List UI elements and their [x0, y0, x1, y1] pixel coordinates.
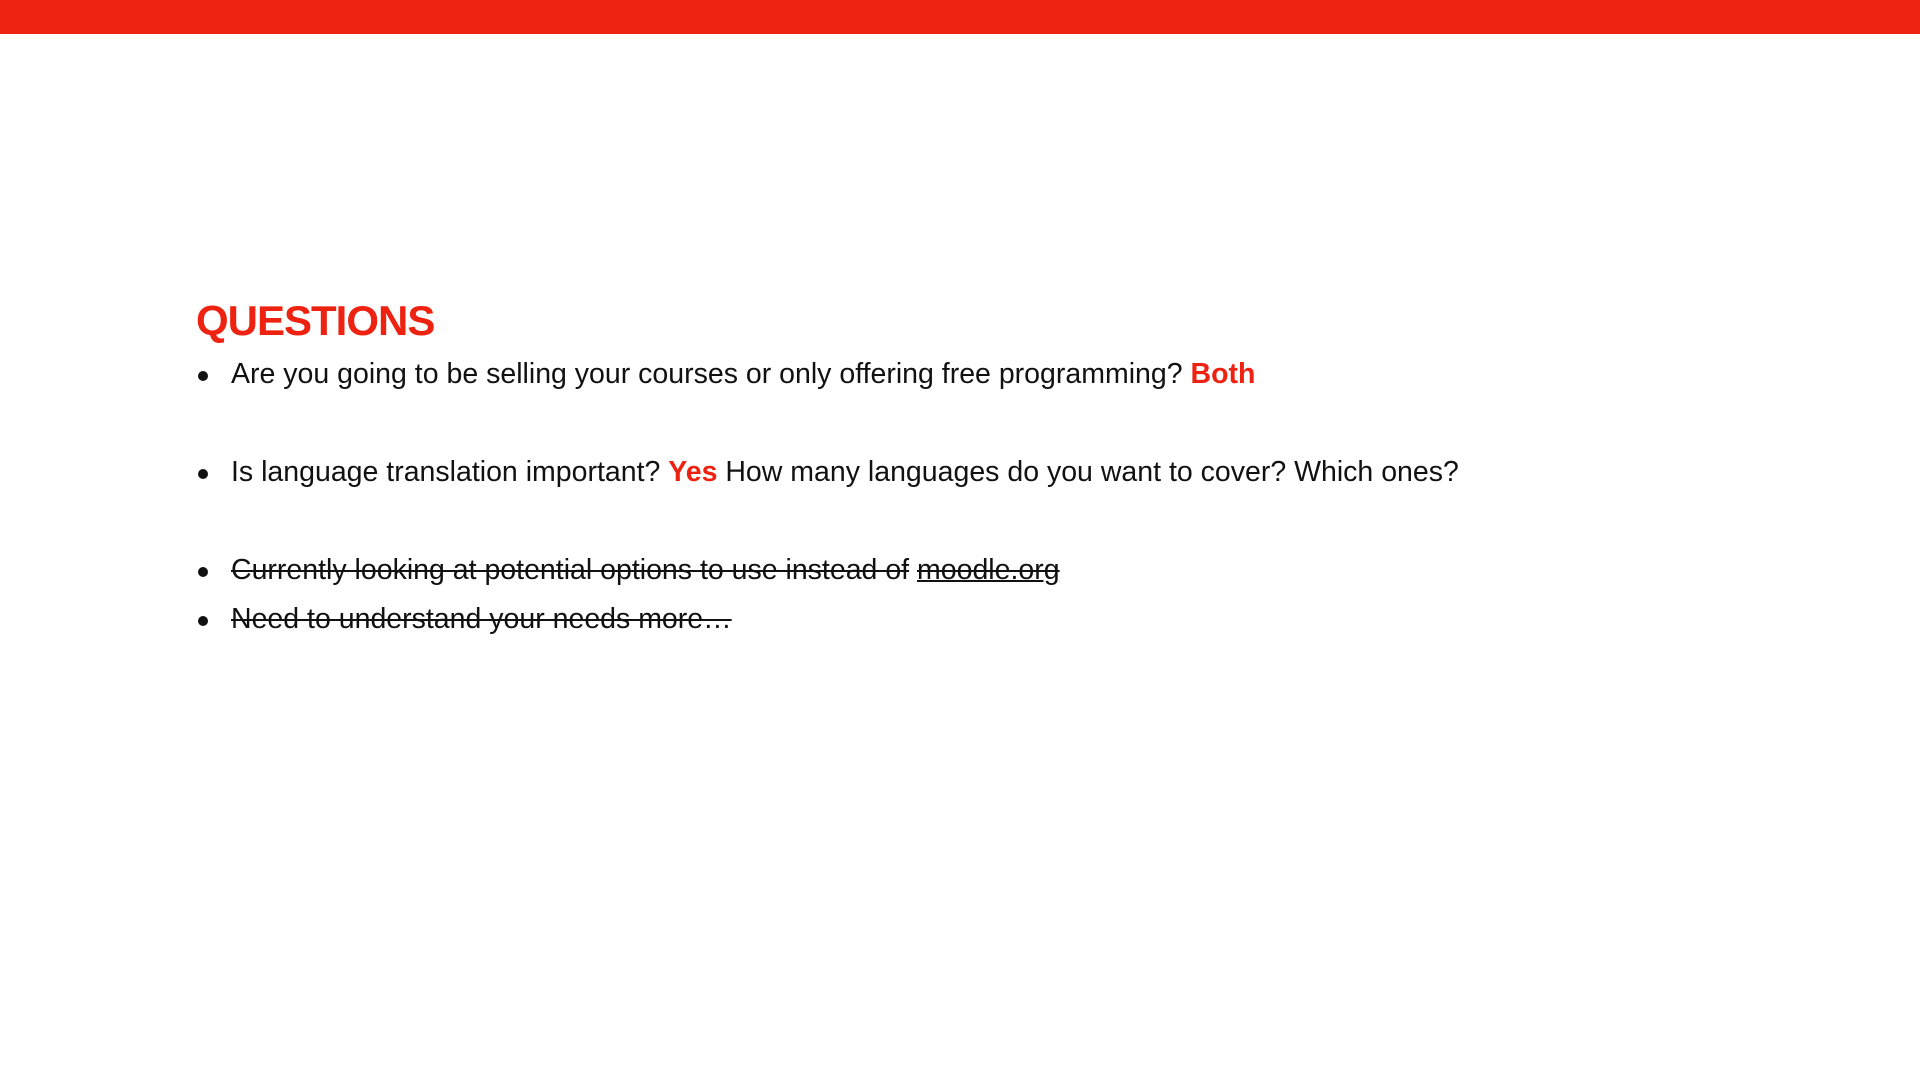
bullet-list: [196, 350, 1796, 644]
slide-content: [196, 292, 1796, 644]
answer-text: Both: [1190, 358, 1256, 390]
question-text: Is language translation important?: [231, 456, 661, 488]
question-text: Are you going to be selling your courses or only offering free programming?: [231, 358, 1183, 390]
bullet-dot-icon: [198, 616, 208, 626]
bullet-item-selling: [196, 350, 1796, 399]
bullet-dot-icon: [198, 469, 208, 479]
bullet-dot-icon: [198, 371, 208, 381]
answer-text: Yes: [668, 456, 718, 488]
struck-text: Need to understand your needs more…: [231, 603, 732, 635]
moodle-link[interactable]: moodle.org: [917, 554, 1060, 586]
bullet-item-options: [196, 546, 1796, 595]
followup-text: How many languages do you want to cover? Which ones?: [725, 456, 1459, 488]
bullet-dot-icon: [198, 567, 208, 577]
struck-text: Currently looking at potential options to use instead of: [231, 554, 910, 586]
bullet-item-needs: [196, 595, 1796, 644]
top-accent-bar: [0, 0, 1920, 34]
bullet-item-translation: [196, 448, 1796, 497]
slide-title: QUESTIONS: [196, 297, 435, 344]
